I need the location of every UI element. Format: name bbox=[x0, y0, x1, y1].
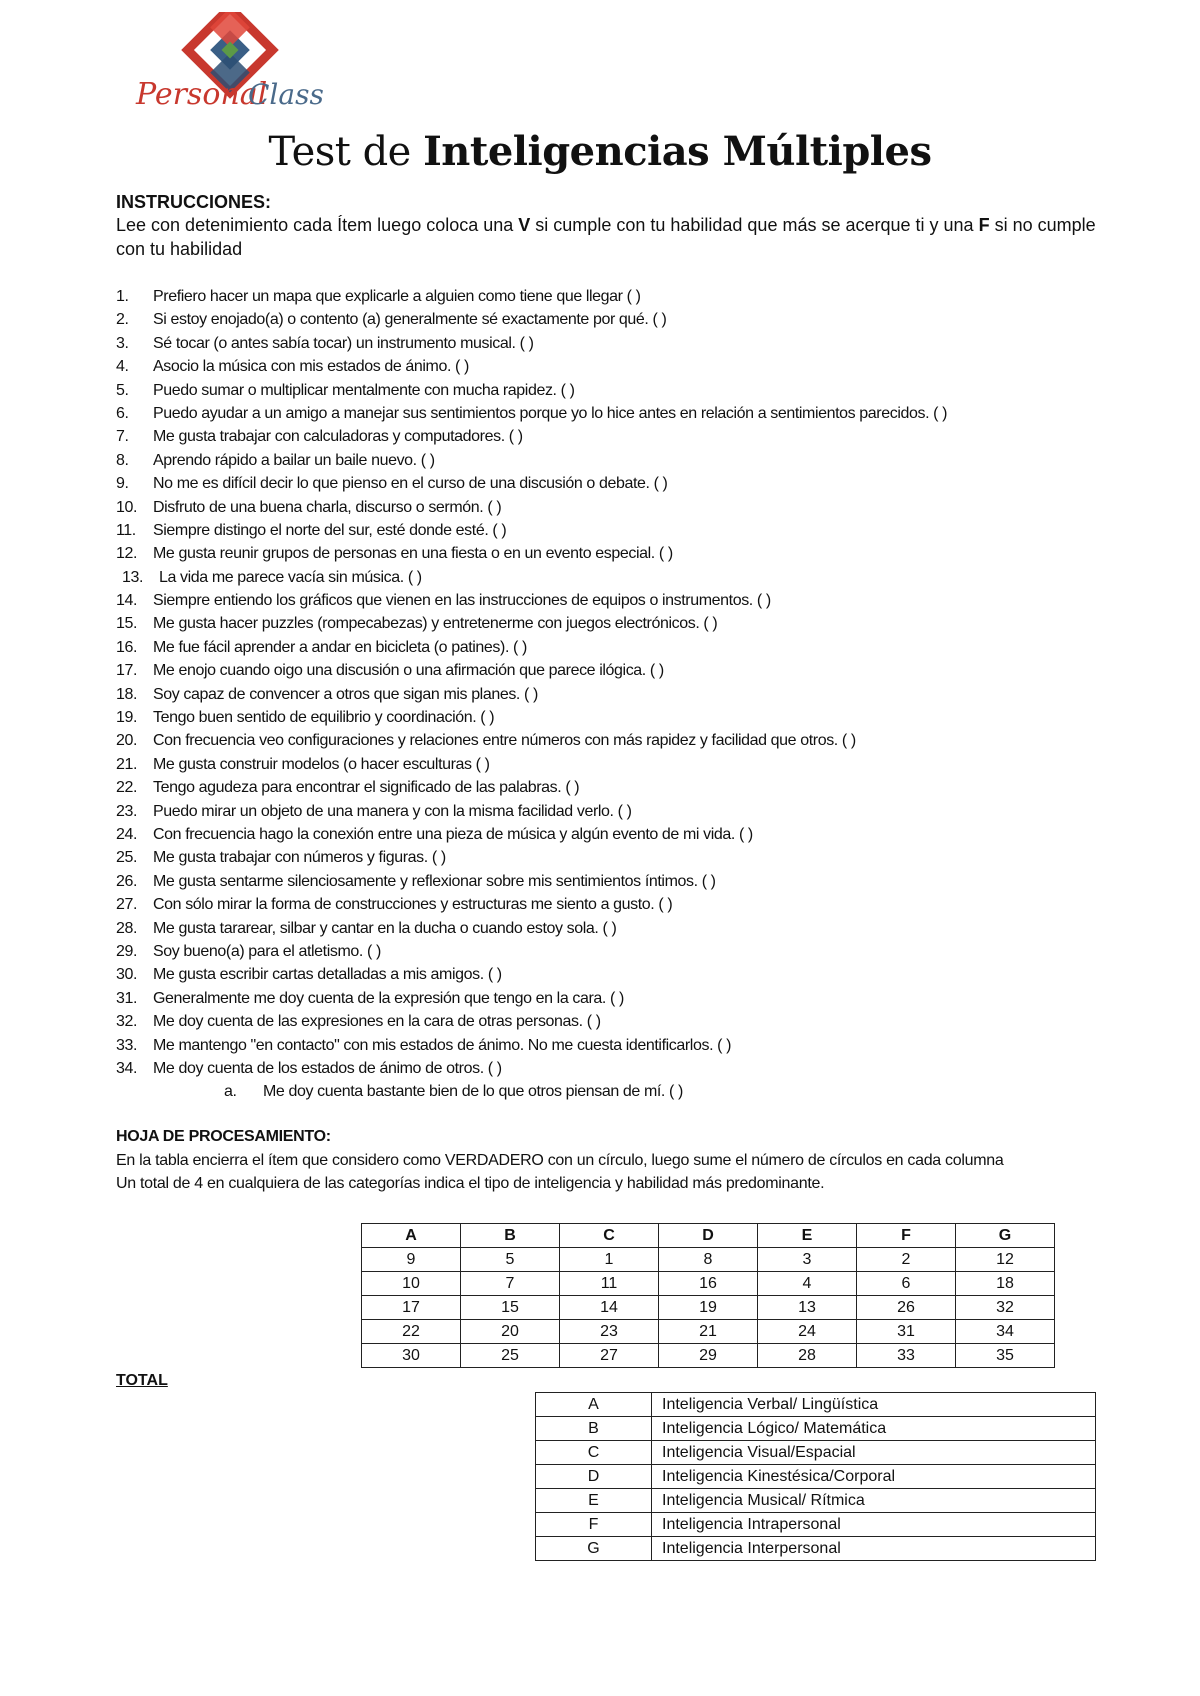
intelligence-legend-table bbox=[535, 1392, 1096, 1561]
scoring-table-header bbox=[362, 1224, 1055, 1248]
question-text: Con frecuencia hago la conexión entre una pieza de música y algún evento de mi vida. ( ) bbox=[153, 825, 753, 843]
question-text: Me mantengo "en contacto" con mis estados de ánimo. No me cuesta identificarlos. ( ) bbox=[153, 1036, 732, 1054]
question-text: Generalmente me doy cuenta de la expresión que tengo en la cara. ( ) bbox=[153, 989, 624, 1007]
instructions-text bbox=[116, 213, 1106, 261]
question-text: Con sólo mirar la forma de construcciones y estructuras me siento a gusto. ( ) bbox=[153, 896, 673, 914]
question-text: Me gusta sentarme silenciosamente y reflexionar sobre mis sentimientos íntimos. ( ) bbox=[153, 872, 716, 890]
question-item bbox=[116, 917, 1116, 940]
question-text: Puedo sumar o multiplicar mentalmente con mucha rapidez. ( ) bbox=[153, 381, 575, 399]
letter-f: F bbox=[978, 215, 990, 235]
instructions-part-2: si cumple con tu habilidad que más se acerque ti y una bbox=[530, 215, 979, 235]
legend-value: Inteligencia Verbal/ Lingüística bbox=[652, 1393, 1096, 1417]
question-number: 7. bbox=[116, 428, 129, 446]
question-item bbox=[116, 636, 1116, 659]
question-text: Me gusta construir modelos (o hacer esculturas ( ) bbox=[153, 755, 490, 773]
column-header: B bbox=[461, 1224, 560, 1248]
processing-text bbox=[116, 1149, 1116, 1195]
question-text: Me gusta trabajar con calculadoras y computadores. ( ) bbox=[153, 428, 523, 446]
question-item bbox=[116, 706, 1116, 729]
question-number: 20. bbox=[116, 732, 138, 750]
title-bold: Inteligencias Múltiples bbox=[423, 128, 932, 175]
question-item bbox=[116, 870, 1116, 893]
question-item bbox=[116, 776, 1116, 799]
question-text: Prefiero hacer un mapa que explicarle a alguien como tiene que llegar ( ) bbox=[153, 288, 641, 305]
table-row bbox=[362, 1296, 1055, 1320]
question-item bbox=[116, 753, 1116, 776]
table-cell[interactable]: 20 bbox=[461, 1320, 560, 1344]
question-number: 22. bbox=[116, 779, 138, 797]
table-row bbox=[362, 1320, 1055, 1344]
question-number: 5. bbox=[116, 381, 129, 399]
legend-row bbox=[536, 1465, 1096, 1489]
question-text: Tengo buen sentido de equilibrio y coordinación. ( ) bbox=[153, 709, 495, 727]
legend-value: Inteligencia Intrapersonal bbox=[652, 1513, 1096, 1537]
table-cell[interactable]: 28 bbox=[758, 1344, 857, 1368]
table-cell[interactable]: 35 bbox=[956, 1344, 1055, 1368]
question-number: 27. bbox=[116, 896, 138, 914]
question-text: Si estoy enojado(a) o contento (a) generalmente sé exactamente por qué. ( ) bbox=[153, 311, 667, 329]
question-item bbox=[116, 940, 1116, 963]
personal-class-logo bbox=[130, 12, 330, 112]
table-row bbox=[362, 1248, 1055, 1272]
svg-text:Class: Class bbox=[248, 78, 324, 111]
processing-line-2: Un total de 4 en cualquiera de las categorías indica el tipo de inteligencia y habilidad más predominante. bbox=[116, 1175, 825, 1192]
question-text: Me gusta hacer puzzles (rompecabezas) y entretenerme con juegos electrónicos. ( ) bbox=[153, 615, 718, 633]
question-text: Me gusta escribir cartas detalladas a mis amigos. ( ) bbox=[153, 966, 502, 984]
processing-line-1: En la tabla encierra el ítem que considero como VERDADERO con un círculo, luego sume el número de círculos en cada columna bbox=[116, 1152, 1004, 1169]
question-item bbox=[116, 800, 1116, 823]
column-header: C bbox=[560, 1224, 659, 1248]
question-item bbox=[116, 355, 1116, 378]
question-number: 19. bbox=[116, 709, 138, 727]
table-row bbox=[362, 1272, 1055, 1296]
question-text: Asocio la música con mis estados de ánimo. ( ) bbox=[153, 358, 469, 376]
question-text: Me fue fácil aprender a andar en bicicleta (o patines). ( ) bbox=[153, 638, 527, 656]
question-item bbox=[116, 683, 1116, 706]
table-cell[interactable]: 24 bbox=[758, 1320, 857, 1344]
question-text: Siempre distingo el norte del sur, esté donde esté. ( ) bbox=[153, 521, 507, 539]
question-number: 14. bbox=[116, 592, 138, 610]
legend-key: B bbox=[536, 1417, 652, 1441]
question-number: 34. bbox=[116, 1059, 138, 1077]
question-text: Con frecuencia veo configuraciones y relaciones entre números con más rapidez y facilidad que otros. ( ) bbox=[153, 732, 856, 750]
question-number: 15. bbox=[116, 615, 138, 633]
question-text: Me gusta reunir grupos de personas en una fiesta o en un evento especial. ( ) bbox=[153, 545, 673, 563]
table-cell[interactable]: 2 bbox=[857, 1248, 956, 1272]
instructions-part-3: si no cumple con tu habilidad bbox=[116, 215, 1096, 259]
table-cell[interactable]: 8 bbox=[659, 1248, 758, 1272]
table-cell[interactable]: 11 bbox=[560, 1272, 659, 1296]
question-number: 10. bbox=[116, 498, 138, 516]
table-cell[interactable]: 34 bbox=[956, 1320, 1055, 1344]
legend-row bbox=[536, 1393, 1096, 1417]
question-number: 8. bbox=[116, 451, 129, 469]
page-title bbox=[0, 128, 1200, 175]
table-cell[interactable]: 27 bbox=[560, 1344, 659, 1368]
table-cell[interactable]: 1 bbox=[560, 1248, 659, 1272]
table-cell[interactable]: 14 bbox=[560, 1296, 659, 1320]
question-item bbox=[116, 1010, 1116, 1033]
legend-row bbox=[536, 1513, 1096, 1537]
legend-key: G bbox=[536, 1537, 652, 1561]
question-text: Puedo ayudar a un amigo a manejar sus sentimientos porque yo lo hice antes en relación a sentimientos parecidos. ( ) bbox=[153, 404, 948, 422]
column-header: F bbox=[857, 1224, 956, 1248]
processing-heading: HOJA DE PROCESAMIENTO: bbox=[116, 1128, 331, 1145]
question-item bbox=[116, 308, 1116, 331]
question-number: 32. bbox=[116, 1013, 138, 1031]
table-cell[interactable]: 5 bbox=[461, 1248, 560, 1272]
question-text: Me doy cuenta de los estados de ánimo de otros. ( ) bbox=[153, 1059, 502, 1077]
table-cell[interactable]: 18 bbox=[956, 1272, 1055, 1296]
question-item bbox=[116, 425, 1116, 448]
table-cell[interactable]: 12 bbox=[956, 1248, 1055, 1272]
question-item bbox=[116, 1057, 1116, 1080]
table-cell[interactable]: 22 bbox=[362, 1320, 461, 1344]
table-cell[interactable]: 29 bbox=[659, 1344, 758, 1368]
question-text: Me gusta tararear, silbar y cantar en la ducha o cuando estoy sola. ( ) bbox=[153, 919, 617, 937]
question-number: 11. bbox=[116, 521, 136, 539]
question-number: 31. bbox=[116, 989, 138, 1007]
question-number: 2. bbox=[116, 311, 129, 329]
question-item bbox=[116, 402, 1116, 425]
column-header: E bbox=[758, 1224, 857, 1248]
question-text: Aprendo rápido a bailar un baile nuevo. ( ) bbox=[153, 451, 435, 469]
legend-key: F bbox=[536, 1513, 652, 1537]
column-header: G bbox=[956, 1224, 1055, 1248]
question-item bbox=[116, 449, 1116, 472]
question-item bbox=[116, 472, 1116, 495]
question-number: 16. bbox=[116, 638, 138, 656]
question-text: Me doy cuenta de las expresiones en la cara de otras personas. ( ) bbox=[153, 1013, 601, 1031]
question-item bbox=[116, 659, 1116, 682]
legend-row bbox=[536, 1537, 1096, 1561]
question-number: 13. bbox=[122, 568, 144, 586]
question-text: Disfruto de una buena charla, discurso o sermón. ( ) bbox=[153, 498, 502, 516]
question-number: 23. bbox=[116, 802, 138, 820]
table-row bbox=[362, 1344, 1055, 1368]
table-cell[interactable]: 33 bbox=[857, 1344, 956, 1368]
question-text: Tengo agudeza para encontrar el significado de las palabras. ( ) bbox=[153, 779, 580, 797]
question-number: 17. bbox=[116, 662, 138, 680]
table-cell[interactable]: 25 bbox=[461, 1344, 560, 1368]
table-cell[interactable]: 4 bbox=[758, 1272, 857, 1296]
table-cell[interactable]: 15 bbox=[461, 1296, 560, 1320]
question-text: Me enojo cuando oigo una discusión o una afirmación que parece ilógica. ( ) bbox=[153, 662, 664, 680]
legend-value: Inteligencia Musical/ Rítmica bbox=[652, 1489, 1096, 1513]
title-normal: Test de bbox=[268, 129, 411, 175]
table-cell[interactable]: 13 bbox=[758, 1296, 857, 1320]
table-cell[interactable]: 19 bbox=[659, 1296, 758, 1320]
question-item bbox=[116, 589, 1116, 612]
column-header: D bbox=[659, 1224, 758, 1248]
question-number: 21. bbox=[116, 755, 138, 773]
question-item bbox=[116, 893, 1116, 916]
question-text: No me es difícil decir lo que pienso en el curso de una discusión o debate. ( ) bbox=[153, 475, 668, 493]
legend-row bbox=[536, 1489, 1096, 1513]
question-text: Sé tocar (o antes sabía tocar) un instrumento musical. ( ) bbox=[153, 334, 534, 352]
table-cell[interactable]: 16 bbox=[659, 1272, 758, 1296]
question-item bbox=[116, 566, 1116, 589]
question-number: 3. bbox=[116, 334, 129, 352]
legend-key: D bbox=[536, 1465, 652, 1489]
svg-text:Personal: Personal bbox=[136, 77, 268, 112]
question-item bbox=[116, 963, 1116, 986]
instructions-part-1: Lee con detenimiento cada Ítem luego coloca una bbox=[116, 215, 519, 235]
question-number: 4. bbox=[116, 358, 129, 376]
question-number: 12. bbox=[116, 545, 138, 563]
question-item bbox=[116, 1080, 1116, 1103]
question-number: 26. bbox=[116, 872, 138, 890]
question-item bbox=[116, 519, 1116, 542]
legend-key: A bbox=[536, 1393, 652, 1417]
question-list bbox=[116, 285, 1116, 1104]
table-cell[interactable]: 7 bbox=[461, 1272, 560, 1296]
total-label: TOTAL bbox=[116, 1372, 168, 1389]
question-item bbox=[116, 612, 1116, 635]
question-item bbox=[116, 823, 1116, 846]
question-item bbox=[116, 285, 1116, 308]
table-cell[interactable]: 23 bbox=[560, 1320, 659, 1344]
question-number: 18. bbox=[116, 685, 138, 703]
question-text: Soy capaz de convencer a otros que sigan mis planes. ( ) bbox=[153, 685, 538, 703]
table-cell[interactable]: 17 bbox=[362, 1296, 461, 1320]
question-number: a. bbox=[224, 1083, 237, 1101]
scoring-table bbox=[361, 1223, 1055, 1368]
legend-value: Inteligencia Kinestésica/Corporal bbox=[652, 1465, 1096, 1489]
question-number: 28. bbox=[116, 919, 138, 937]
legend-value: Inteligencia Interpersonal bbox=[652, 1537, 1096, 1561]
table-cell[interactable]: 10 bbox=[362, 1272, 461, 1296]
question-number: 9. bbox=[116, 475, 129, 493]
legend-value: Inteligencia Visual/Espacial bbox=[652, 1441, 1096, 1465]
question-text: Siempre entiendo los gráficos que vienen en las instrucciones de equipos o instrumentos. ( ) bbox=[153, 592, 771, 610]
table-cell[interactable]: 9 bbox=[362, 1248, 461, 1272]
question-item bbox=[116, 729, 1116, 752]
question-item bbox=[116, 987, 1116, 1010]
question-text: Puedo mirar un objeto de una manera y con la misma facilidad verlo. ( ) bbox=[153, 802, 632, 820]
legend-key: C bbox=[536, 1441, 652, 1465]
question-item bbox=[116, 332, 1116, 355]
legend-row bbox=[536, 1417, 1096, 1441]
question-number: 30. bbox=[116, 966, 138, 984]
question-number: 25. bbox=[116, 849, 138, 867]
question-item bbox=[116, 846, 1116, 869]
question-text: La vida me parece vacía sin música. ( ) bbox=[159, 568, 422, 586]
question-item bbox=[116, 496, 1116, 519]
table-cell[interactable]: 6 bbox=[857, 1272, 956, 1296]
table-cell[interactable]: 3 bbox=[758, 1248, 857, 1272]
table-cell[interactable]: 30 bbox=[362, 1344, 461, 1368]
legend-value: Inteligencia Lógico/ Matemática bbox=[652, 1417, 1096, 1441]
table-cell[interactable]: 21 bbox=[659, 1320, 758, 1344]
question-number: 6. bbox=[116, 404, 129, 422]
legend-row bbox=[536, 1441, 1096, 1465]
column-header: A bbox=[362, 1224, 461, 1248]
question-text: Me gusta trabajar con números y figuras. ( ) bbox=[153, 849, 446, 867]
letter-v: V bbox=[518, 215, 531, 235]
question-number: 33. bbox=[116, 1036, 138, 1054]
table-cell[interactable]: 26 bbox=[857, 1296, 956, 1320]
instructions-heading: INSTRUCCIONES: bbox=[116, 192, 272, 212]
question-number: 29. bbox=[116, 942, 138, 960]
question-text: Soy bueno(a) para el atletismo. ( ) bbox=[153, 942, 381, 960]
question-text: Me doy cuenta bastante bien de lo que otros piensan de mí. ( ) bbox=[263, 1083, 683, 1101]
question-number: 1. bbox=[116, 288, 129, 305]
table-cell[interactable]: 32 bbox=[956, 1296, 1055, 1320]
question-item bbox=[116, 379, 1116, 402]
question-item bbox=[116, 1034, 1116, 1057]
table-cell[interactable]: 31 bbox=[857, 1320, 956, 1344]
question-number: 24. bbox=[116, 825, 138, 843]
legend-key: E bbox=[536, 1489, 652, 1513]
question-item bbox=[116, 542, 1116, 565]
